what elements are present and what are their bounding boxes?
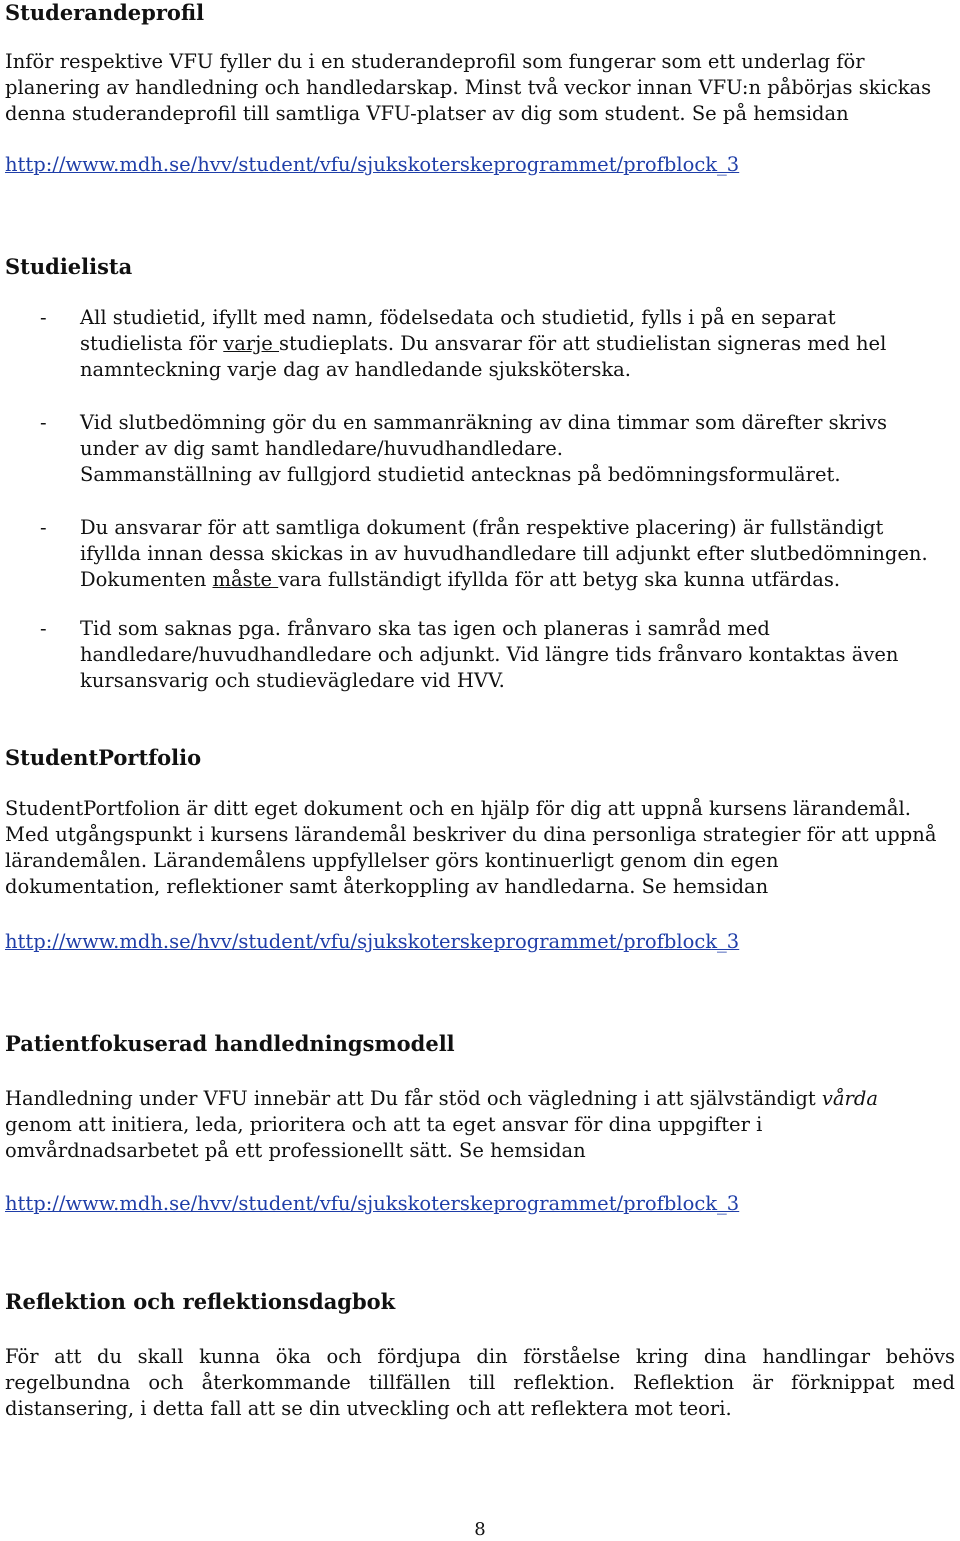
- text-line: lärandemålen. Lärandemålens uppfyllelser görs kontinuerligt genom din egen: [5, 849, 779, 872]
- text-line: kursansvarig och studievägledare vid HVV.: [80, 669, 505, 692]
- underlined-text: måste: [212, 568, 279, 591]
- text-line: under av dig samt handledare/huvudhandledare.: [80, 437, 563, 460]
- text-line: regelbundna och återkommande tillfällen till reflektion. Reflektion är förknippat med: [5, 1371, 955, 1394]
- bullet-dash: -: [40, 617, 47, 640]
- text-line: Tid som saknas pga. frånvaro ska tas igen och planeras i samråd med: [80, 617, 770, 640]
- text-line: Med utgångspunkt i kursens lärandemål beskriver du dina personliga strategier för att uppnå: [5, 823, 937, 846]
- list-item: [5, 410, 955, 488]
- text-segment: studielista för: [80, 332, 224, 355]
- italic-text: vårda: [821, 1087, 878, 1110]
- text-line: planering av handledning och handledarskap. Minst två veckor innan VFU:n påbörjas skickas: [5, 76, 932, 99]
- link-profblock-studerandeprofil[interactable]: http://www.mdh.se/hvv/student/vfu/sjukskoterskeprogrammet/profblock_3: [5, 153, 740, 176]
- bullet-dash: -: [40, 516, 47, 539]
- text-segment: vara fullständigt ifyllda för att betyg ska kunna utfärdas.: [278, 568, 841, 591]
- text-line: För att du skall kunna öka och fördjupa din förståelse kring dina handlingar behövs: [5, 1345, 955, 1368]
- bullet-dash: -: [40, 306, 47, 329]
- page-number: 8: [474, 1519, 486, 1540]
- text-line: denna studerandeprofil till samtliga VFU-platser av dig som student. Se på hemsidan: [5, 102, 849, 125]
- paragraph-studerandeprofil: [5, 49, 955, 127]
- list-item: [5, 616, 955, 694]
- text-line: Sammanställning av fullgjord studietid antecknas på bedömningsformuläret.: [80, 463, 841, 486]
- text-segment: Handledning under VFU innebär att Du får stöd och vägledning i att självständigt: [5, 1087, 822, 1110]
- list-item: [5, 305, 955, 383]
- text-line: namnteckning varje dag av handledande sjuksköterska.: [80, 358, 631, 381]
- heading-studentportfolio: StudentPortfolio: [5, 745, 202, 770]
- text-line: genom att initiera, leda, prioritera och att ta eget ansvar för dina uppgifter i: [5, 1113, 763, 1136]
- text-line: omvårdnadsarbetet på ett professionellt sätt. Se hemsidan: [5, 1139, 586, 1162]
- text-line: ifyllda innan dessa skickas in av huvudhandledare till adjunkt efter slutbedömningen.: [80, 542, 928, 565]
- list-item: [5, 515, 955, 593]
- text-line: distansering, i detta fall att se din utveckling och att reflektera mot teori.: [5, 1397, 732, 1420]
- link-profblock-studentportfolio[interactable]: http://www.mdh.se/hvv/student/vfu/sjukskoterskeprogrammet/profblock_3: [5, 930, 740, 953]
- link-profblock-patientfokuserad[interactable]: http://www.mdh.se/hvv/student/vfu/sjukskoterskeprogrammet/profblock_3: [5, 1192, 740, 1215]
- text-line: All studietid, ifyllt med namn, födelsedata och studietid, fylls i på en separat: [80, 306, 836, 329]
- underlined-text: varje: [223, 332, 280, 355]
- heading-studerandeprofil: Studerandeprofil: [5, 0, 205, 25]
- text-segment: studieplats. Du ansvarar för att studielistan signeras med hel: [279, 332, 887, 355]
- heading-reflektion: Reflektion och reflektionsdagbok: [5, 1289, 396, 1314]
- heading-studielista: Studielista: [5, 254, 133, 279]
- text-line: Du ansvarar för att samtliga dokument (från respektive placering) är fullständigt: [80, 516, 884, 539]
- text-line: handledare/huvudhandledare och adjunkt. Vid längre tids frånvaro kontaktas även: [80, 643, 899, 666]
- paragraph-reflektion: [5, 1344, 955, 1422]
- text-line: StudentPortfolion är ditt eget dokument och en hjälp för dig att uppnå kursens lärandemål.: [5, 797, 911, 820]
- paragraph-studentportfolio: [5, 796, 955, 900]
- bullet-dash: -: [40, 411, 47, 434]
- text-line: dokumentation, reflektioner samt återkoppling av handledarna. Se hemsidan: [5, 875, 769, 898]
- paragraph-patientfokuserad: [5, 1086, 955, 1164]
- text-line: Vid slutbedömning gör du en sammanräkning av dina timmar som därefter skrivs: [80, 411, 888, 434]
- text-line: Inför respektive VFU fyller du i en studerandeprofil som fungerar som ett underlag för: [5, 50, 865, 73]
- heading-patientfokuserad: Patientfokuserad handledningsmodell: [5, 1031, 455, 1056]
- text-segment: Dokumenten: [80, 568, 213, 591]
